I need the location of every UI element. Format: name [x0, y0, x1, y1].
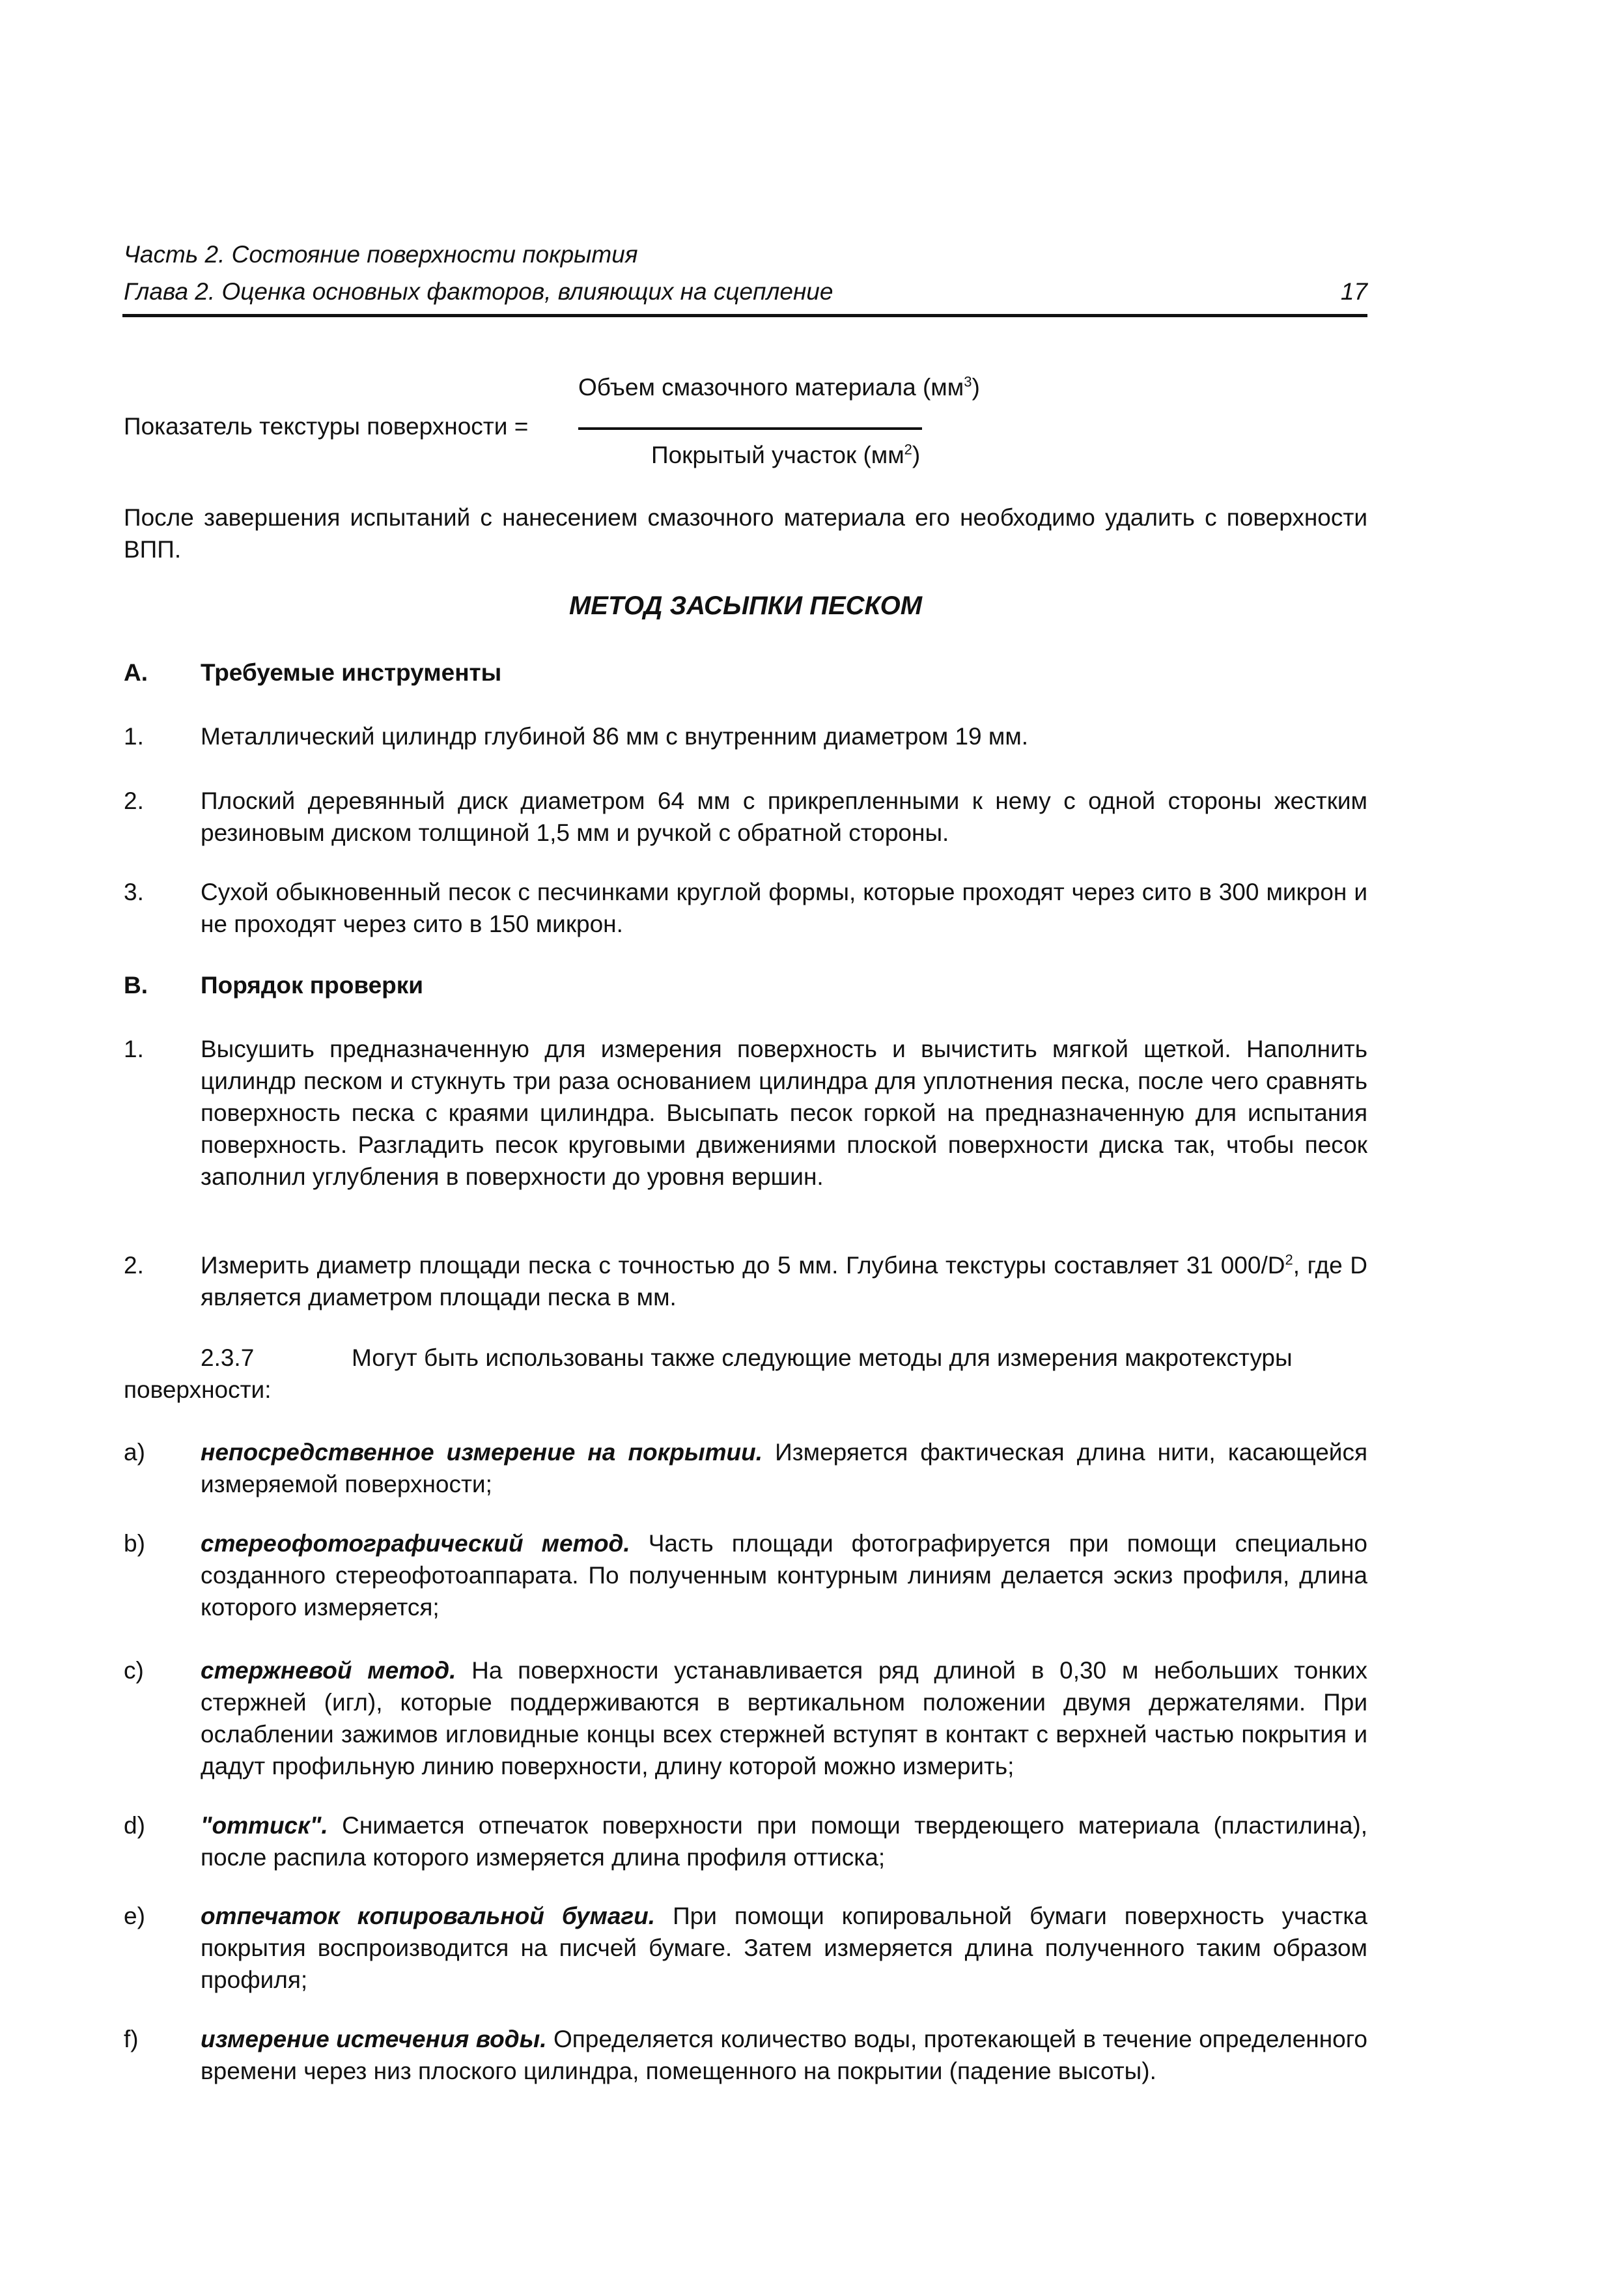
list-item-marker: 1.	[124, 723, 144, 750]
method-marker: a)	[124, 1439, 145, 1466]
list-item-text: Сухой обыкновенный песок с песчинками круглой формы, которые проходят через сито в 300 микрон и не проходят через сито в 150 микрон.	[201, 879, 1367, 937]
list-item-text	[201, 1249, 1367, 1313]
paragraph-number: 2.3.7	[201, 1344, 255, 1371]
list-item-marker: 2.	[124, 1252, 144, 1279]
list-item-text: Плоский деревянный диск диаметром 64 мм с прикрепленными к нему с одной стороны жестким резиновым диском толщиной 1,5 мм и ручкой с обратной стороны.	[201, 787, 1367, 846]
page-number: 17	[1340, 278, 1367, 305]
paragraph-continuation: поверхности:	[124, 1376, 272, 1403]
method-body	[201, 1436, 1367, 1500]
method-text: На поверхности устанавливается ряд длиной в 0,30 м небольших тонких стержней (игл), которые поддерживаются в вертикальном положении двумя держателями. При ослаблении зажимов игловидные концы всех стержней вступят в контакт с верхней частью покрытия и дадут профильную линию поверхности, длину которой можно измерить;	[201, 1657, 1368, 1780]
texture-depth-exponent: 2	[1285, 1251, 1293, 1268]
section-title: МЕТОД ЗАСЫПКИ ПЕСКОМ	[568, 591, 923, 620]
formula-numerator-text: Объем смазочного материала (мм	[578, 374, 964, 401]
header-chapter-text: Глава 2. Оценка основных факторов, влияющих на сцепление	[124, 278, 833, 305]
method-body	[201, 2023, 1367, 2087]
method-name: отпечаток копировальной бумаги.	[201, 1903, 656, 1929]
method-name: измерение истечения воды.	[201, 2026, 547, 2052]
list-item-text: Высушить предназначенную для измерения поверхность и вычистить мягкой щеткой. Наполнить цилиндр песком и стукнуть три раза основанием цилиндра для уплотнения песка, после чего сравнять поверхность песка с краями цилиндра. Высыпать песок горкой на предназначенную для испытания поверхность. Разгладить песок круговыми движениями плоской поверхности диска так, чтобы песок заполнил углубления в поверхности до уровня вершин.	[201, 1036, 1367, 1190]
formula-denominator	[651, 442, 920, 469]
method-marker: e)	[124, 1903, 145, 1929]
list-item-marker: 2.	[124, 787, 144, 814]
method-name: стержневой метод.	[201, 1657, 456, 1684]
texture-depth-text-end: , где D является диаметром площади песка в мм.	[201, 1252, 1368, 1311]
formula-denominator-text: Покрытый участок (мм	[651, 442, 904, 468]
method-body	[201, 1654, 1367, 1782]
method-text: Измеряется фактическая длина нити, касающейся измеряемой поверхности;	[201, 1439, 1367, 1497]
method-name: непосредственное измерение на покрытии.	[201, 1439, 763, 1466]
formula-fraction-bar	[578, 427, 922, 430]
formula-numerator	[578, 374, 980, 401]
method-text: Определяется количество воды, протекающей в течение определенного времени через низ плоского цилиндра, помещенного на покрытии (падение высоты).	[201, 2026, 1367, 2084]
method-marker: d)	[124, 1812, 145, 1839]
header-chapter-line	[124, 277, 1367, 307]
method-text: Снимается отпечаток поверхности при помощи твердеющего материала (пластилина), после распила которого измеряется длина профиля оттиска;	[201, 1812, 1367, 1871]
section-a-marker: A.	[124, 659, 148, 686]
list-item-marker: 1.	[124, 1036, 144, 1062]
method-marker: b)	[124, 1530, 145, 1557]
texture-depth-text: Измерить диаметр площади песка с точностью до 5 мм. Глубина текстуры составляет 31 000/D	[201, 1252, 1285, 1279]
method-text: Часть площади фотографируется при помощи специально созданного стереофотоаппарата. По полученным контурным линиям делается эскиз профиля, длина которого измеряется;	[201, 1530, 1367, 1621]
method-marker: c)	[124, 1657, 144, 1684]
section-b-marker: B.	[124, 972, 148, 999]
intro-paragraph: После завершения испытаний с нанесением смазочного материала его необходимо удалить с поверхности ВПП.	[124, 504, 1367, 563]
list-item-text: Металлический цилиндр глубиной 86 мм с внутренним диаметром 19 мм.	[201, 723, 1029, 750]
method-text: При помощи копировальной бумаги поверхность участка покрытия воспроизводится на писчей бумаге. Затем измеряется длина полученного таким образом профиля;	[201, 1903, 1367, 1993]
method-body	[201, 1809, 1367, 1873]
section-a-title: Требуемые инструменты	[201, 659, 502, 686]
formula-numerator-close: )	[972, 374, 980, 401]
method-name: "оттиск".	[201, 1812, 328, 1839]
formula-denominator-close: )	[912, 442, 921, 468]
header-part-line	[124, 240, 1367, 270]
method-marker: f)	[124, 2026, 139, 2052]
method-name: стереофотографический метод.	[201, 1530, 630, 1557]
formula-numerator-exponent: 3	[964, 373, 972, 390]
list-item-marker: 3.	[124, 879, 144, 905]
header-rule	[122, 314, 1367, 317]
section-b-title: Порядок проверки	[201, 972, 424, 999]
paragraph-first-line: Могут быть использованы также следующие методы для измерения макротекстуры	[352, 1344, 1293, 1371]
method-body	[201, 1527, 1367, 1623]
formula-left-side: Показатель текстуры поверхности =	[124, 413, 529, 440]
formula-denominator-exponent: 2	[904, 441, 912, 458]
header-part-text: Часть 2. Состояние поверхности покрытия	[124, 241, 638, 268]
method-body	[201, 1900, 1367, 1996]
